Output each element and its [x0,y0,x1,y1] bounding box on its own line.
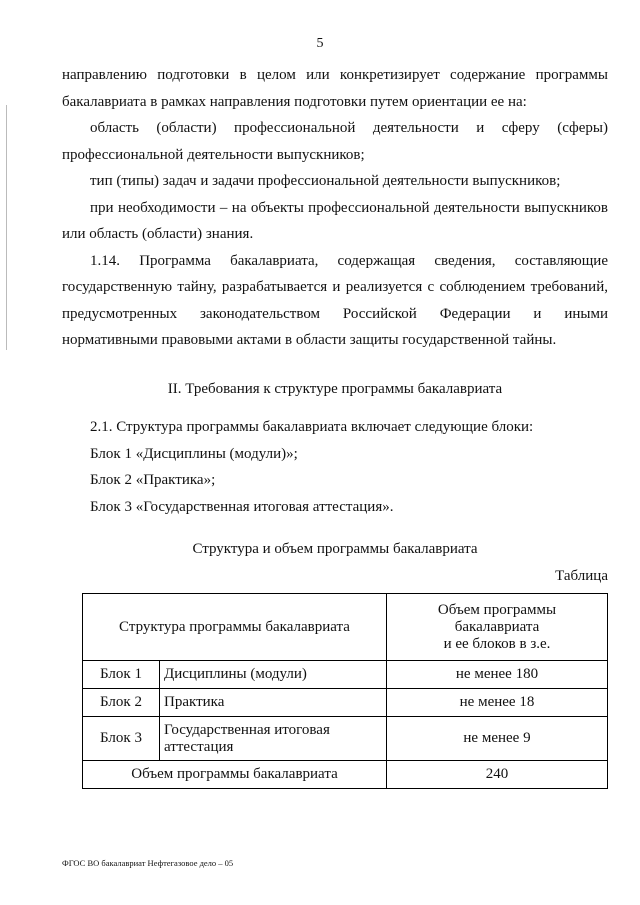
paragraph-line: государственную тайну, разрабатывается и реализуется с соблюдением требований, [62,279,608,295]
table-total-row [83,761,608,789]
table-row [83,689,608,717]
section-heading: II. Требования к структуре программы бакалавриата [167,380,503,397]
document-body [62,62,608,589]
paragraph-line: Блок 3 «Государственная итоговая аттестация». [90,498,394,515]
table-row [83,717,608,761]
total-label-cell: Объем программы бакалавриата [83,761,387,789]
block-cell: Блок 1 [83,661,160,689]
page-number: 5 [316,36,324,51]
paragraph-line: профессиональной деятельности выпускников; [62,146,365,163]
paragraph-line: Блок 1 «Дисциплины (модули)»; [90,445,298,462]
volume-cell: не менее 9 [387,717,608,761]
header-volume-line: Объем программы [437,601,557,618]
paragraph-line: направлению подготовки в целом или конкретизирует содержание программы [62,67,608,83]
table-row [83,661,608,689]
paragraph-line: нормативными правовыми актами в области защиты государственной тайны. [62,332,557,348]
header-structure: Структура программы бакалавриата [83,594,387,661]
paragraph-line: 2.1. Структура программы бакалавриата включает следующие блоки: [90,419,534,435]
table-label: Таблица [555,567,608,584]
volume-cell: не менее 180 [387,661,608,689]
footer-text: ФГОС ВО бакалавриат Нефтегазовое дело – 05 [62,858,234,868]
block-cell: Блок 2 [83,689,160,717]
paragraph-line: тип (типы) задач и задачи профессиональной деятельности выпускников; [90,173,561,189]
block-name-cell: Дисциплины (модули) [160,661,387,689]
header-volume-line: бакалавриата [454,618,540,635]
paragraph-line: Блок 2 «Практика»; [90,472,216,488]
block-cell: Блок 3 [83,717,160,761]
block-name-cell: Государственная итоговая аттестация [160,717,387,761]
total-value-cell: 240 [387,761,608,789]
table-title: Структура и объем программы бакалавриата [192,541,478,557]
paragraph-line: 1.14. Программа бакалавриата, содержащая сведения, составляющие [90,252,608,269]
scan-artifact [6,105,7,350]
volume-cell: не менее 18 [387,689,608,717]
paragraph-line: при необходимости – на объекты профессиональной деятельности выпускников [90,199,608,216]
table-header-row [83,594,608,661]
structure-table [82,593,608,789]
block-name-cell: Практика [160,689,387,717]
paragraph-line: область (области) профессиональной деятельности и сферу (сферы) [90,120,608,136]
header-volume [387,594,608,661]
paragraph-line: бакалавриата в рамках направления подготовки путем ориентации ее на: [62,93,527,110]
paragraph-line: или область (области) знания. [62,226,254,242]
paragraph-line: предусмотренных законодательством Российской Федерации и иными [62,305,608,322]
header-volume-line: и ее блоков в з.е. [443,635,551,652]
